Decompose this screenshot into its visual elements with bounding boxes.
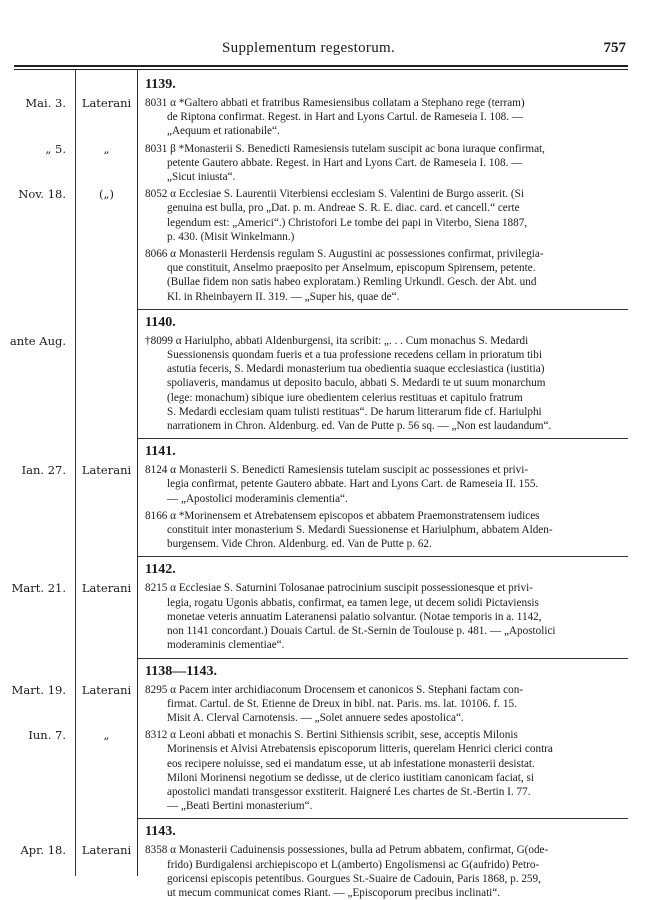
entry-text — [145, 509, 625, 552]
section-divider — [137, 556, 628, 557]
entry-date: Mai. 3. — [25, 96, 66, 110]
entry-place: Laterani — [81, 843, 132, 858]
entry-line: †8099 α Hariulpho, abbati Aldenburgensi, ita scribit: „. . . Cum monachus S. Medardi — [145, 334, 529, 347]
entry-line: p. 430. (Misit Winkelmann.) — [167, 230, 295, 243]
year-heading: 1143. — [145, 824, 176, 840]
regest-entry — [0, 334, 650, 433]
year-heading: 1139. — [145, 77, 176, 92]
running-header — [0, 40, 650, 62]
entry-date: Mart. 19. — [11, 682, 66, 697]
regest-entry — [0, 683, 650, 726]
year-section — [0, 658, 650, 814]
entry-line: legendum est: „Americi“.) Christofori Le tombe dei papi in Viterbo, Siena 1887, — [167, 216, 528, 229]
entry-line: 8031 α *Galtero abbati et fratribus Ramesiensibus collatam a Stephano rege (terram) — [145, 97, 525, 109]
regest-entry — [0, 581, 650, 652]
entry-text — [145, 334, 625, 433]
entry-line: petente Gautero abbate. Regest. in Hart and Lyons Cart. de Rameseia I. 108. — — [167, 156, 523, 169]
section-divider — [137, 309, 628, 310]
entry-line: „Sicut iniusta“. — [167, 171, 236, 184]
running-title: Supplementum regestorum. — [222, 40, 396, 56]
regest-entry — [0, 843, 650, 900]
regest-entry — [0, 728, 650, 813]
header-rule-thin — [14, 69, 628, 70]
entry-line: moderaminis clementiae“. — [167, 639, 285, 652]
entry-line: „Aequum et rationabile“. — [167, 125, 280, 138]
entry-line: eos recipere noluisse, sed ei mandatum esse, ut ab infestatione monasterii desistat. — [167, 757, 535, 770]
year-section — [0, 438, 650, 551]
entry-date: Nov. 18. — [18, 187, 66, 202]
entry-line: astutia feceris, S. Medardi monasterium tua obedientia suaque ecclesiastica (iustitia) — [167, 363, 545, 376]
regest-entry — [0, 187, 650, 244]
entry-line: que constituit, Anselmo praeposito per Anselmum, episcopum Spirensem, petente. — [167, 262, 536, 275]
entry-line: narrationem in Chron. Aldenburg. ed. Van de Putte p. 56 sq. — „Non est laudandum“. — [167, 420, 552, 433]
entry-place: Laterani — [81, 96, 132, 110]
entry-text — [145, 142, 625, 185]
entry-line: burgensem. Vide Chron. Aldenburg. ed. Van de Putte p. 62. — [167, 538, 432, 551]
regest-entry — [0, 247, 650, 304]
entry-line: de Riptona confirmat. Regest. in Hart and Lyons Cartul. de Rameseia I. 108. — — [167, 111, 524, 124]
entry-place: Laterani — [81, 682, 132, 697]
entry-line: 8052 α Ecclesiae S. Laurentii Viterbiensi ecclesiam S. Valentini de Burgo asserit. (Si — [145, 188, 524, 201]
entry-line: 8124 α Monasterii S. Benedicti Ramesiensis tutelam suscipit ac possessiones et privi- — [145, 464, 529, 477]
entry-line: (Bullae fidem non satis habeo exploratam.) Remling Urkundl. Gesch. der Abt. und — [167, 276, 537, 289]
entry-line: Miloni Morinensi negotium se dedisse, ut de clerico iustitiam canonicam faciat, si — [167, 771, 534, 784]
entry-line: Misit A. Clerval Carnotensis. — „Solet annuere sedes apostolica“. — [167, 711, 464, 724]
entry-line: legia confirmat, petente Gautero abbate. Hart and Lyons Cart. de Rameseia II. 155. — [167, 478, 539, 491]
entry-text — [145, 463, 625, 506]
entry-line: Suessionensis quondam fueris et a tua professione recedens cellam in prioratum tibi — [167, 349, 542, 362]
entry-date: Iun. 7. — [28, 728, 66, 743]
entry-line: 8312 α Leoni abbati et monachis S. Bertini Sithiensis scribit, sese, acceptis Milonis — [145, 729, 518, 742]
entry-line: genuina est bulla, pro „Dat. p. m. Andreae S. R. E. diac. card. et cancell.“ certe — [167, 202, 520, 215]
entry-line: 8215 α Ecclesiae S. Saturnini Tolosanae patrocinium suscipit possessionesque et privi- — [145, 582, 533, 595]
section-divider — [137, 818, 628, 819]
entry-place: „ — [103, 141, 110, 156]
entry-line: monetae veteris annuatim Lateranensi palatio solvantur. (Notae temporis in a. 1142, — [167, 610, 542, 623]
entry-line: 8066 α Monasterii Herdensis regulam S. Augustini ac possessiones confirmat, privilegia- — [145, 248, 544, 261]
entry-place: Laterani — [81, 463, 132, 478]
entry-line: S. Medardi ecclesiam quam tulisti restituas“. De harum litterarum fide cf. Hariulphi — [167, 405, 542, 418]
entry-line: non 1141 concordant.) Douais Cartul. de St.-Sernin de Toulouse p. 481. — „Apostolici — [167, 625, 556, 638]
header-rule — [14, 65, 628, 67]
entry-line: — „Apostolici moderaminis clementia“. — [167, 492, 348, 505]
entry-line: 8295 α Pacem inter archidiaconum Drocensem et canonicos S. Stephani factam con- — [145, 683, 524, 696]
entry-line: apostolici mandati transgessor exstiterit. Haigneré Les chartes de St.-Bertin I. 77. — [167, 785, 531, 798]
year-section — [0, 76, 650, 304]
year-heading: 1141. — [145, 444, 176, 460]
year-section — [0, 309, 650, 433]
entry-place: „ — [103, 728, 110, 743]
entry-line: goricensi episcopis petentibus. Gourgues St.-Suaire de Cadouin, Paris 1868, p. 259, — [167, 872, 541, 885]
entry-line: — „Beati Bertini monasterium“. — [167, 800, 313, 813]
entry-place: („) — [99, 187, 114, 202]
entry-text — [145, 96, 625, 139]
year-section — [0, 818, 650, 900]
entry-line: legia, rogatu Ugonis abbatis, confirmat, ea tamen lege, ut decem solidi Pictaviensis — [167, 596, 539, 609]
entry-line: (lege: monachum) sibique iure obedientem celerius restituas et capitulo fratrum — [167, 391, 523, 404]
entry-date: Ian. 27. — [21, 463, 66, 478]
entry-text — [145, 683, 625, 726]
entry-place: Laterani — [81, 581, 132, 596]
entry-text — [145, 581, 625, 652]
page-number: 757 — [603, 40, 626, 56]
entry-line: ut mecum communicat comes Riant. — „Episcoporum precibus inclinati“. — [167, 886, 501, 899]
entry-date: ante Aug. — [9, 333, 66, 348]
regest-entry — [0, 96, 650, 139]
entry-date: Apr. 18. — [20, 843, 66, 858]
regest-entry — [0, 463, 650, 506]
entry-line: spoliaveris, mandamus ut deposito baculo, abbati S. Medardi te ut suum monarchum — [167, 377, 546, 390]
entry-line: Morinensis et Alvisi Atrebatensis episcoporum litteris, querelam Henrici clerici contra — [167, 743, 553, 756]
entry-line: firmat. Cartul. de St. Etienne de Dreux in bibl. nat. Paris. ms. lat. 10106. f. 15. — [167, 697, 517, 710]
entry-text — [145, 728, 625, 813]
entry-line: 8166 α *Morinensem et Atrebatensem episcopos et abbatem Praemonstratensem iudices — [145, 509, 540, 522]
entry-date: Mart. 21. — [11, 581, 66, 596]
year-heading: 1142. — [145, 562, 176, 578]
entry-line: 8031 β *Monasterii S. Benedicti Ramesiensis tutelam suscipit ac bona iuraque confirmat, — [145, 142, 545, 155]
regesta-table — [0, 72, 650, 900]
entry-text — [145, 187, 625, 244]
entry-line: constituit inter monasterium S. Medardi Suessionense et Hariulphum, abbatem Alden- — [167, 524, 553, 537]
entry-text — [145, 247, 625, 304]
entry-line: Kl. in Rheinbayern II. 319. — „Super his, quae de“. — [167, 290, 400, 303]
section-divider — [137, 658, 628, 659]
regest-entry — [0, 142, 650, 185]
entry-date: „ 5. — [45, 141, 66, 156]
entry-line: 8358 α Monasterii Caduinensis possessiones, bulla ad Petrum abbatem, confirmat, G(ode- — [145, 844, 549, 857]
regest-entry — [0, 509, 650, 552]
year-section — [0, 556, 650, 652]
entry-line: frido) Burdigalensi archiepiscopo et L(amberto) Engolismensi ac G(aufrido) Petro- — [167, 858, 540, 871]
entry-text — [145, 843, 625, 900]
year-heading: 1140. — [145, 314, 176, 330]
section-divider — [137, 438, 628, 439]
year-heading: 1138—1143. — [145, 663, 217, 679]
